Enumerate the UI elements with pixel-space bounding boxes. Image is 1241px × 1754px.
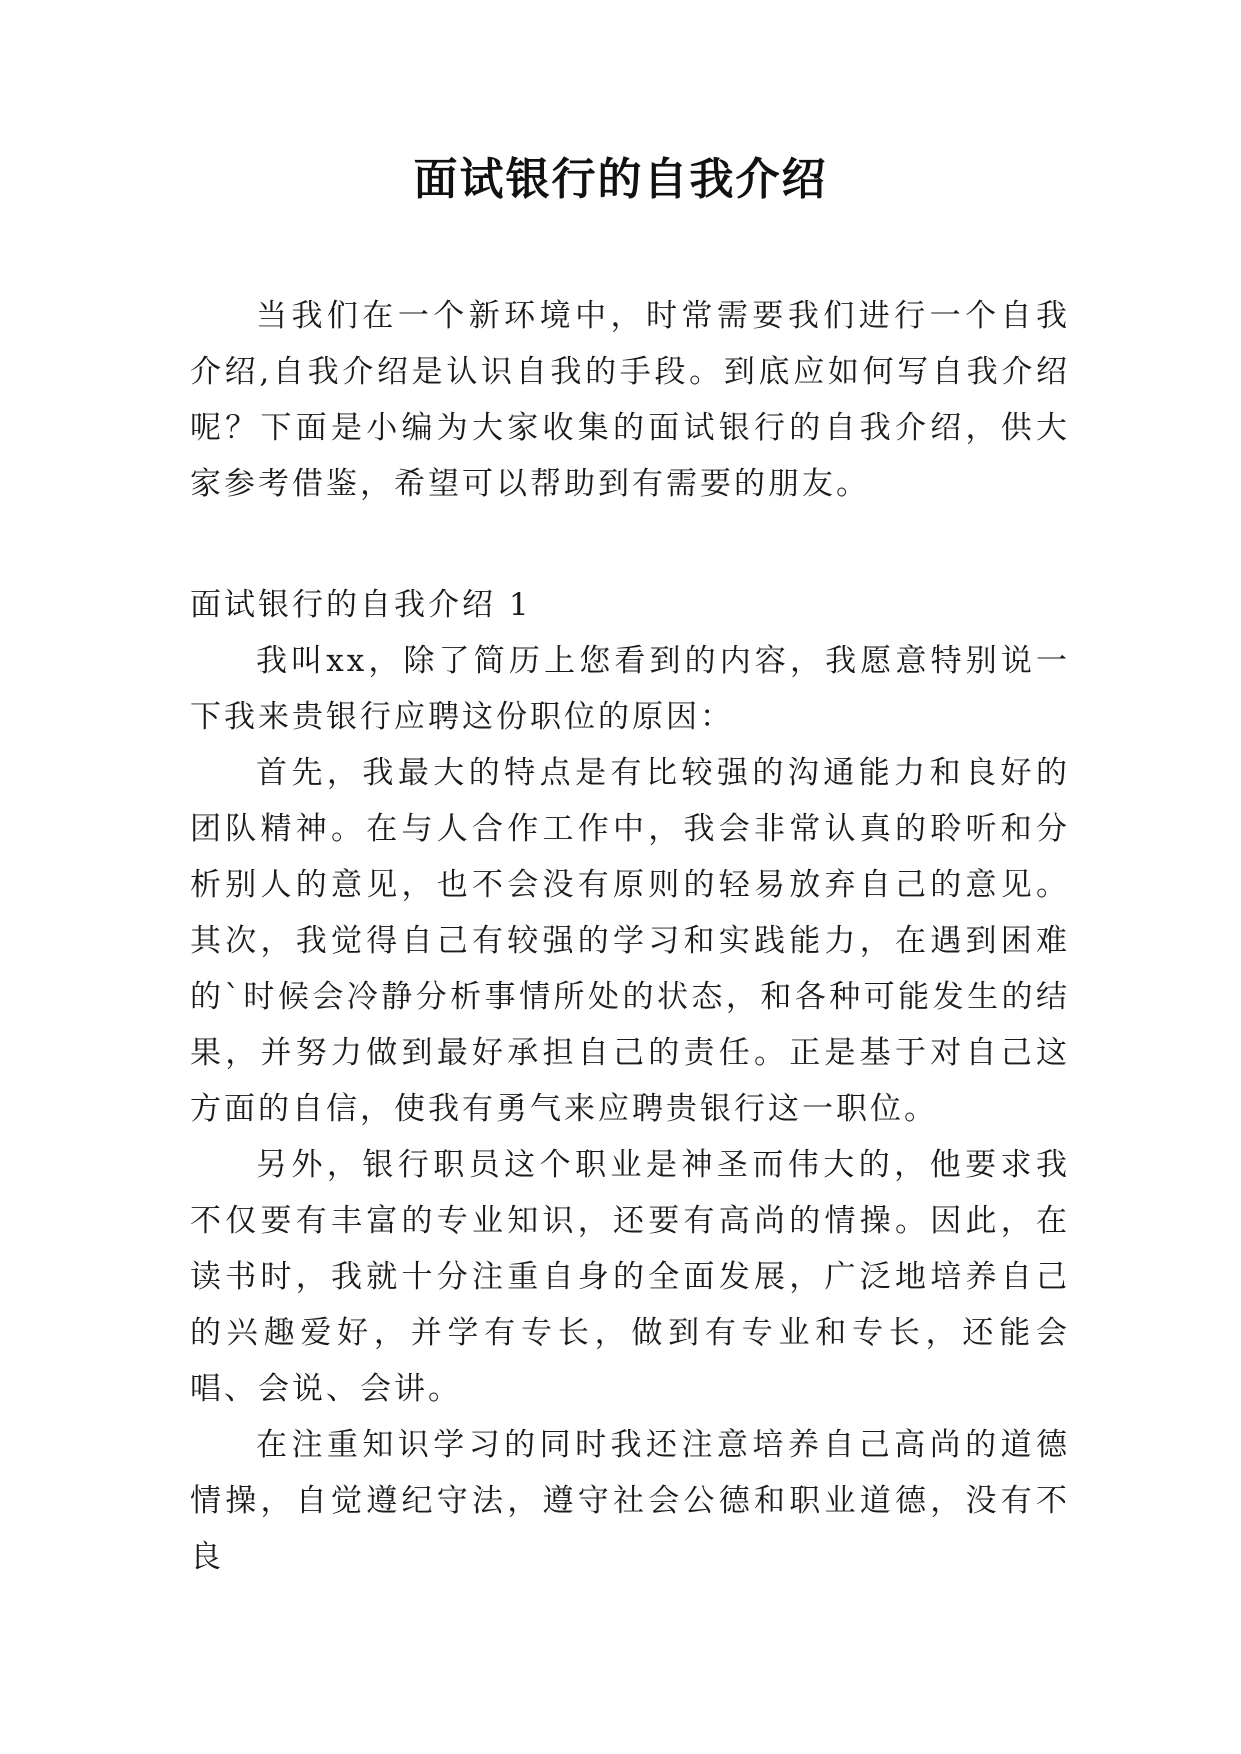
- body-paragraph: 我叫xx，除了简历上您看到的内容，我愿意特别说一下我来贵银行应聘这份职位的原因：: [190, 643, 1070, 735]
- document-title: 面试银行的自我介绍: [413, 154, 828, 205]
- document-body: [190, 288, 1070, 1585]
- body-paragraph: 在注重知识学习的同时我还注意培养自己高尚的道德情操，自觉遵纪守法，遵守社会公德和职业道德，没有不良: [190, 1427, 1070, 1575]
- section-heading: 面试银行的自我介绍 1: [190, 587, 532, 623]
- body-paragraph: 首先，我最大的特点是有比较强的沟通能力和良好的团队精神。在与人合作工作中，我会非常认真的聆听和分析别人的意见，也不会没有原则的轻易放弃自己的意见。其次，我觉得自己有较强的学习和实践能力，在遇到困难的`时候会冷静分析事情所处的状态，和各种可能发生的结果，并努力做到最好承担自己的责任。正是基于对自己这方面的自信，使我有勇气来应聘贵银行这一职位。: [190, 755, 1070, 1127]
- body-paragraph: 另外，银行职员这个职业是神圣而伟大的，他要求我不仅要有丰富的专业知识，还要有高尚的情操。因此，在读书时，我就十分注重自身的全面发展，广泛地培养自己的兴趣爱好，并学有专长，做到有专业和专长，还能会唱、会说、会讲。: [190, 1147, 1070, 1407]
- intro-paragraph: 当我们在一个新环境中，时常需要我们进行一个自我介绍,自我介绍是认识自我的手段。到底应如何写自我介绍呢？下面是小编为大家收集的面试银行的自我介绍，供大家参考借鉴，希望可以帮助到有需要的朋友。: [190, 298, 1070, 502]
